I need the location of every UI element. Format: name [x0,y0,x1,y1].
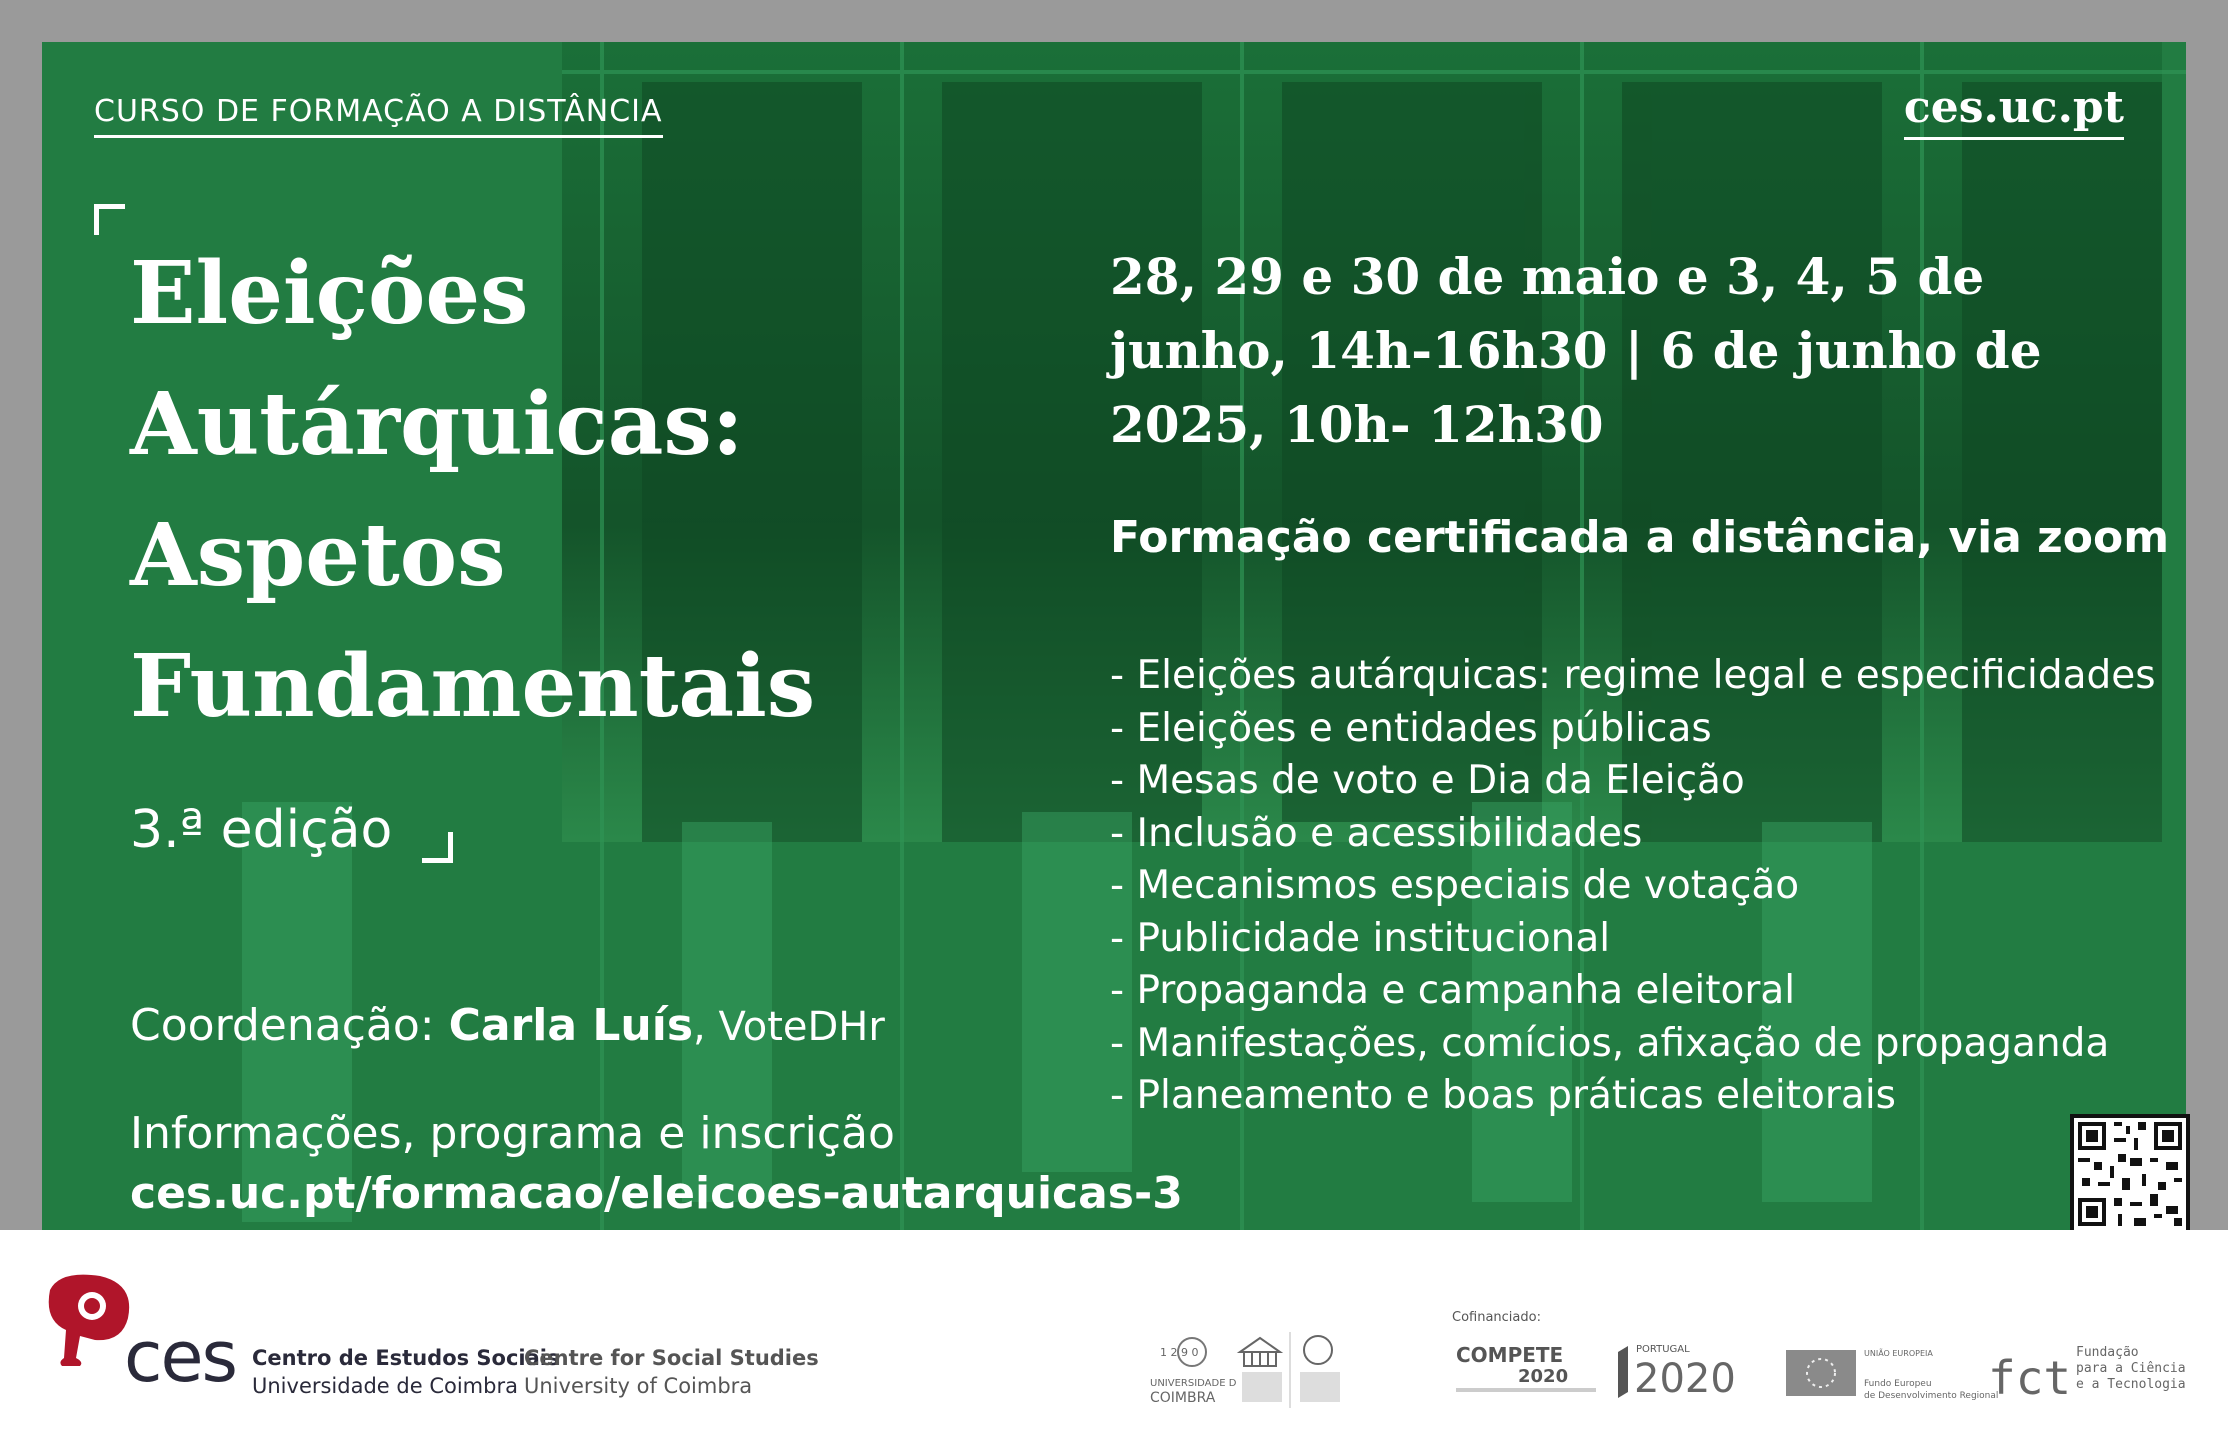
site-link[interactable]: ces.uc.pt [1904,82,2124,140]
portugal-year: 2020 [1634,1356,1736,1402]
topic-item: - Propaganda e campanha eleitoral [1110,968,1796,1013]
fct-wordmark: fct [1988,1351,2072,1405]
topic-item: - Inclusão e acessibilidades [1110,810,1643,856]
dates-line: 28, 29 e 30 de maio e 3, 4, 5 de [1110,247,1985,306]
title-bracket-bottom-right [422,832,453,863]
uc-name-line-2: COIMBRA [1150,1390,1216,1406]
topics-list [1110,650,2156,1123]
eu-fund-line-1: Fundo Europeu [1864,1379,1932,1389]
institution-pt-university: Universidade de Coimbra [252,1374,518,1398]
course-title [130,228,815,752]
topic-item: - Mecanismos especiais de votação [1110,863,1800,908]
info-label: Informações, programa e inscrição [130,1108,895,1159]
title-line: Eleições [130,243,529,344]
uc-year: 1 2 9 0 [1160,1346,1199,1359]
compete-2020-logo [1456,1343,1596,1392]
topic-item: - Planeamento e boas práticas eleitorais [1110,1073,1896,1118]
course-format: Formação certificada a distância, via zoom [1110,512,2170,563]
coordination [130,1000,885,1051]
fct-line-3: e a Tecnologia [2076,1377,2186,1392]
ces-wordmark: ces [124,1316,237,1398]
fct-logo [1988,1345,2186,1405]
institution-pt [252,1344,560,1400]
unesco-icon [1240,1332,1340,1408]
uc-name-line-1: UNIVERSIDADE D [1150,1378,1237,1389]
coordinator-name: Carla Luís [448,1000,694,1051]
fct-line-1: Fundação [2076,1345,2139,1360]
eu-label: UNIÃO EUROPEIA [1864,1349,1933,1358]
institution-en-name: Centre for Social Studies [524,1346,819,1370]
title-line: Aspetos [130,505,506,606]
partner-logos [1140,1322,2200,1422]
footer [0,1230,2228,1449]
institution-en-university: University of Coimbra [524,1374,753,1398]
eu-flag-icon [1786,1348,1998,1401]
cofinanced-label: Cofinanciado: [1452,1310,1541,1325]
fct-line-2: para a Ciência [2076,1361,2186,1376]
institution-en [524,1344,819,1400]
institution-pt-name: Centro de Estudos Sociais [252,1346,560,1370]
qr-code-icon[interactable] [2070,1114,2190,1234]
portugal-2020-logo [1618,1344,1736,1402]
dates-line: junho, 14h-16h30 | 6 de junho de [1110,321,2042,380]
topic-item: - Publicidade institucional [1110,915,1611,961]
info-block [130,1104,1183,1224]
info-url-link[interactable]: ces.uc.pt/formacao/eleicoes-autarquicas-3 [130,1168,1183,1219]
uc-logo [1150,1338,1237,1406]
course-dates [1110,240,2150,462]
topic-item: - Eleições autárquicas: regime legal e especificidades [1110,653,2156,698]
course-banner [42,42,2186,1230]
title-bracket-top-left [94,204,125,235]
edition-label: 3.ª edição [130,800,393,860]
coordinator-org: , VoteDHr [693,1004,885,1050]
portugal-label: PORTUGAL [1636,1344,1690,1355]
qr-code-pattern [2074,1118,2186,1230]
course-type-label: CURSO DE FORMAÇÃO A DISTÂNCIA [94,94,663,138]
title-line: Autárquicas: [130,374,744,475]
dates-line: 2025, 10h- 12h30 [1110,395,1604,454]
coordination-label: Coordenação: [130,1000,449,1051]
topic-item: - Manifestações, comícios, afixação de propaganda [1110,1020,2110,1066]
compete-year: 2020 [1518,1366,1569,1387]
title-line: Fundamentais [130,636,816,737]
topic-item: - Eleições e entidades públicas [1110,705,1712,751]
topic-item: - Mesas de voto e Dia da Eleição [1110,758,1745,803]
compete-name: COMPETE [1456,1343,1564,1367]
eu-fund-line-2: de Desenvolvimento Regional [1864,1391,1999,1401]
